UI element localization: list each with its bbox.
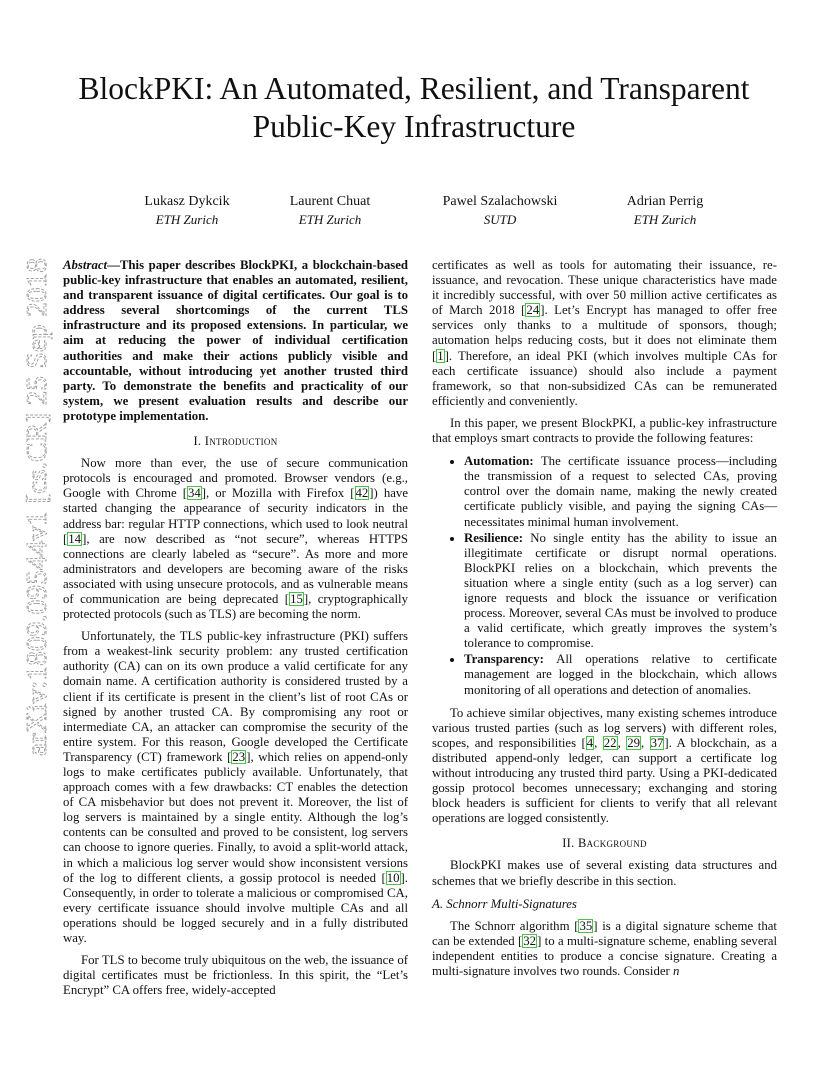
intro-paragraph-3-continued: certificates as well as tools for automating their issuance, re-issuance, and revocation. These unique characteristics have made it incredibly successful, with over 50 million active certificates as of March 2018 [24]. Let’s Encrypt has managed to offer free services only thanks to a multitude of sponsors, though; automation helps reducing costs, but it does not eliminate them [1]. Therefore, an ideal PKI (which involves multiple CAs for each certificate issuance) should also include a payment framework, so that non-subsidized CAs can be remunerated efficiently and conveniently. [432, 258, 777, 408]
section-heading-background: II. Background [562, 836, 647, 851]
citation-link[interactable]: 1 [437, 348, 444, 363]
citation-link[interactable]: 29 [627, 735, 640, 750]
author-name: Adrian Perrig [626, 194, 704, 209]
intro-paragraph-4: In this paper, we present BlockPKI, a public-key infrastructure that employs smart contracts to provide the following features: [432, 415, 777, 446]
paper-title: BlockPKI: An Automated, Resilient, and Transparent Public-Key Infrastructure [78, 71, 750, 144]
feature-resilience [464, 531, 777, 652]
abstract-label: Abstract [63, 258, 108, 272]
author-affiliation: ETH Zurich [298, 212, 362, 227]
author-list [0, 193, 828, 233]
feature-label: Automation: [464, 454, 534, 469]
feature-text: The certificate issuance process—including the transmission of a request to selected CAs, proving control over the domain name, making the newly created certificate publicly visible, and paying the signing CAs—necessitates minimal human involvement. [464, 454, 777, 529]
citation-link[interactable]: 15 [290, 591, 303, 606]
author-affiliation: ETH Zurich [155, 212, 219, 227]
schnorr-paragraph-1: The Schnorr algorithm [35] is a digital signature scheme that can be extended [32] to a multi-signature scheme, enabling several independent entities to produce a concise signature. Creating a multi-signature involves two rounds. Consider n [432, 918, 777, 979]
feature-label: Resilience: [464, 530, 523, 545]
citation-link[interactable]: 10 [386, 870, 400, 885]
citation-link[interactable]: 34 [187, 486, 201, 501]
feature-list [432, 454, 777, 698]
citation-link[interactable]: 14 [68, 531, 82, 546]
citation-link[interactable]: 32 [523, 933, 537, 948]
background-paragraph-1: BlockPKI makes use of several existing data structures and schemes that we briefly describe in this section. [432, 858, 777, 888]
citation-link[interactable]: 22 [603, 735, 617, 750]
feature-text: No single entity has the ability to issue an illegitimate certificate or disrupt normal operations. BlockPKI relies on a blockchain, which prevents the situation where a single entity (such as a log server) can ignore requests and block the issuance or verification process. Moreover, several CAs must be involved to produce a valid certificate, which greatly improves the system’s tolerance to compromise. [464, 530, 777, 651]
abstract-text: —This paper describes BlockPKI, a blockchain-based public-key infrastructure that enables an automated, resilient, and transparent issuance of digital certificates. Our goal is to address several shortcomings of the current TLS infrastructure and its proposed extensions. In particular, we aim at reducing the power of individual certification authorities and make their actions publicly visible and accountable, without introducing yet another trusted third party. To demonstrate the benefits and practicality of our system, we present evaluation results and describe our prototype implementation. [63, 258, 408, 423]
author-affiliation: ETH Zurich [633, 212, 697, 227]
arxiv-stamp [12, 256, 60, 756]
feature-text: All operations relative to certificate management are logged in the blockchain, which allows monitoring of all operations and detection of anomalies. [464, 652, 777, 697]
citation-link[interactable]: 37 [650, 735, 664, 750]
math-variable: n [673, 964, 680, 979]
author-name: Pawel Szalachowski [442, 194, 558, 209]
citation-link[interactable]: 35 [579, 918, 593, 933]
arxiv-stamp-text: arXiv:1809.09544v1 [cs.CR] 25 Sep 2018 [21, 266, 53, 756]
citation-link[interactable]: 4 [586, 735, 594, 750]
intro-paragraph-5: To achieve similar objectives, many existing schemes introduce various trusted parties (such as log servers) with different roles, scopes, and responsibilities [4, 22, 29, 37]. A blockchain, as a distributed append-only ledger, can support a certificate log without introducing any trusted third party. Using a PKI-dedicated gossip protocol becomes unnecessary; exchanging and storing block headers is sufficient for clients to verify that all relevant operations are logged consistently. [432, 705, 777, 826]
citation-link[interactable]: 42 [355, 486, 369, 501]
right-column [432, 258, 777, 986]
author-2 [245, 193, 415, 229]
author-name: Laurent Chuat [289, 194, 371, 209]
left-column [63, 258, 408, 1005]
author-4 [580, 193, 750, 229]
author-3 [415, 193, 585, 229]
feature-transparency [464, 652, 777, 697]
citation-link[interactable]: 23 [232, 749, 246, 764]
author-name: Lukasz Dykcik [144, 194, 230, 209]
intro-paragraph-1: Now more than ever, the use of secure communication protocols is encouraged and promoted. Browser vendors (e.g., Google with Chrome [34], or Mozilla with Firefox [42]) have started changing the appearance of security indicators in the address bar: regular HTTP connections, which used to look neutral [14], are now described as “not secure”, whereas HTTPS connections are clearly labeled as “secure”. As more and more administrators and developers are becoming aware of the risks associated with using unsecure protocols, and as vulnerable means of communication are being deprecated [15], cryptographically protected protocols (such as TLS) are becoming the norm. [63, 456, 408, 622]
intro-paragraph-3: For TLS to become truly ubiquitous on the web, the issuance of digital certificates must be frictionless. In this spirit, the “Let’s Encrypt” CA offers free, widely-accepted [63, 953, 408, 998]
feature-label: Transparency: [464, 652, 544, 667]
author-affiliation: SUTD [483, 212, 517, 227]
citation-link[interactable]: 24 [526, 303, 540, 318]
abstract [63, 258, 408, 424]
intro-paragraph-2: Unfortunately, the TLS public-key infrastructure (PKI) suffers from a weakest-link security problem: any trusted certification authority (CA) can on its own produce a valid certificate for any domain name. A certification authority is considered trusted by a client if its certificate is present in the client’s list of root CAs or signed by another trusted CA. By compromising any root or intermediate CA, an attacker can compromise the security of the entire system. For this reason, Google developed the Certificate Transparency (CT) framework [23], which relies on append-only logs to make certificates publicly available. Unfortunately, that approach comes with a few drawbacks: CT enables the detection of CA misbehavior but does not prevent it. Moreover, the list of log servers is maintained by a single entity. Although the log’s contents can be consulted and proved to be consistent, log servers can choose to ignore queries. Finally, to avoid a split-world attack, in which a malicious log server would show inconsistent versions of the log to different clients, a gossip protocol is needed [10]. Consequently, in order to tolerate a malicious or compromised CA, every certificate issuance should involve multiple CAs and all operations should be logged securely and in a fully distributed way. [63, 629, 408, 946]
section-heading-introduction: I. Introduction [193, 434, 278, 449]
subsection-heading-schnorr: A. Schnorr Multi-Signatures [432, 896, 577, 911]
feature-automation [464, 454, 777, 529]
